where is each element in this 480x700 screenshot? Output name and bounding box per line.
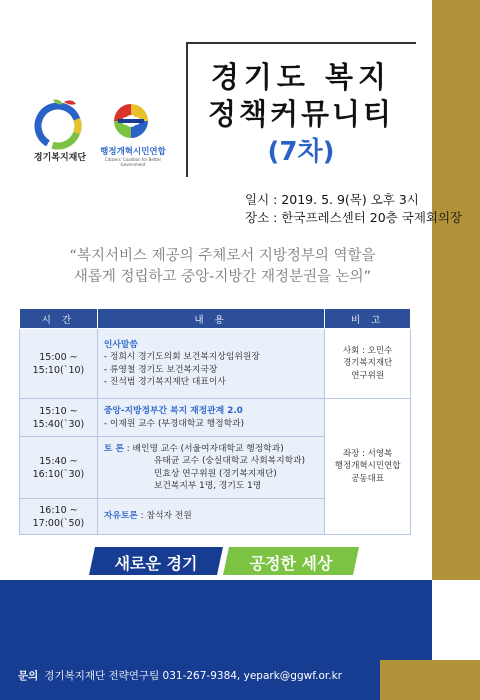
time-start: 15:00 ~ (39, 351, 78, 363)
gold-corner-block (380, 660, 480, 700)
civic-coalition-english-label: Citizens' Coalition for Better Government (104, 157, 162, 167)
time-start: 15:10 ~ (39, 405, 78, 417)
contact-text: 경기복지재단 전략연구팀 031-267-9384, yepark@ggwf.or.kr (44, 670, 342, 682)
time-end: 15:10(`10) (32, 364, 85, 376)
discussion-first-line (104, 443, 318, 456)
moderator-affiliation: 경기복지재단 (342, 358, 393, 369)
event-place: 장소 : 한국프레스센터 20층 국제회의장 (245, 210, 463, 225)
contact-label: 문의 (18, 670, 39, 682)
speaker-line: - 류영철 경기도 보건복지국장 (103, 364, 218, 375)
header-time: 시 간 (20, 309, 98, 329)
content-cell (97, 499, 324, 535)
time-end: 17:00(`50) (32, 517, 85, 529)
contact-info (18, 668, 342, 683)
time-end: 16:10(`30) (32, 468, 85, 480)
table-header-row (20, 309, 411, 329)
time-start: 15:40 ~ (39, 455, 78, 467)
discussant-line: 보건복지부 1명, 경기도 1명 (153, 481, 262, 491)
time-cell (20, 437, 98, 499)
time-end: 15:40(`30) (32, 418, 85, 430)
speaker-line: - 이재원 교수 (부경대학교 행정학과) (103, 418, 245, 429)
moderator-line: 사회 : 오민수 (342, 345, 393, 356)
civic-coalition-label: 행정개혁시민연합 (100, 147, 166, 157)
program-table (19, 308, 411, 535)
moderator-title: 연구위원 (351, 370, 385, 381)
event-date: 일시 : 2019. 5. 9(목) 오후 3시 (245, 192, 419, 207)
discussion-label: 토 론 (103, 443, 124, 454)
session-title: 인사말씀 (103, 339, 138, 350)
time-cell (20, 329, 98, 399)
page-title-line-1: 경기도 복지 (210, 60, 392, 94)
chair-line: 좌장 : 서영복 (342, 448, 393, 459)
slogan-left-text: 새로운 경기 (114, 554, 198, 573)
civic-coalition-logo-icon (110, 100, 152, 142)
session-title: 중앙-지방정부간 복지 재정관계 2.0 (103, 406, 243, 416)
theme-quote-line-1: “복지서비스 제공의 주체로서 지방정부의 역할을 (69, 248, 376, 264)
gold-side-bar (432, 0, 480, 580)
remark-cell (325, 329, 411, 399)
gyeonggi-welfare-foundation-logo-icon (30, 96, 86, 152)
chair-title: 공동대표 (351, 473, 385, 484)
time-cell (20, 499, 98, 535)
table-row (20, 329, 411, 399)
header-remark: 비 고 (325, 309, 411, 329)
chair-affiliation: 행정개혁시민연합 (334, 461, 401, 472)
content-cell (97, 329, 324, 399)
header-content: 내 용 (97, 309, 324, 329)
table-row (20, 399, 411, 437)
free-discussion-label: 자유토론 (103, 511, 138, 522)
discussant-line: 민효상 연구위원 (경기복지재단) (153, 468, 277, 479)
content-cell (97, 399, 324, 437)
gyeonggi-welfare-foundation-label: 경기복지재단 (33, 153, 87, 163)
time-start: 16:10 ~ (39, 504, 78, 516)
discussant-line: 유태균 교수 (숭실대학교 사회복지학과) (153, 456, 306, 466)
slogan-right-text: 공정한 세상 (249, 554, 333, 573)
remark-cell (325, 399, 411, 535)
theme-quote-line-2: 새롭게 정립하고 중앙-지방간 재정분권을 논의” (73, 269, 372, 285)
page-title-line-2: 정책커뮤니티 (207, 97, 395, 131)
time-cell (20, 399, 98, 437)
speaker-line: - 정희시 경기도의회 보건복지상임위원장 (103, 352, 260, 362)
content-cell (97, 437, 324, 499)
free-discussion-text: : 참석자 전원 (137, 511, 192, 522)
page-title-session: (7차) (267, 137, 335, 167)
discussant-line: : 배인명 교수 (서울여자대학교 행정학과) (123, 443, 284, 454)
speaker-line: - 진석범 경기복지재단 대표이사 (103, 377, 226, 387)
